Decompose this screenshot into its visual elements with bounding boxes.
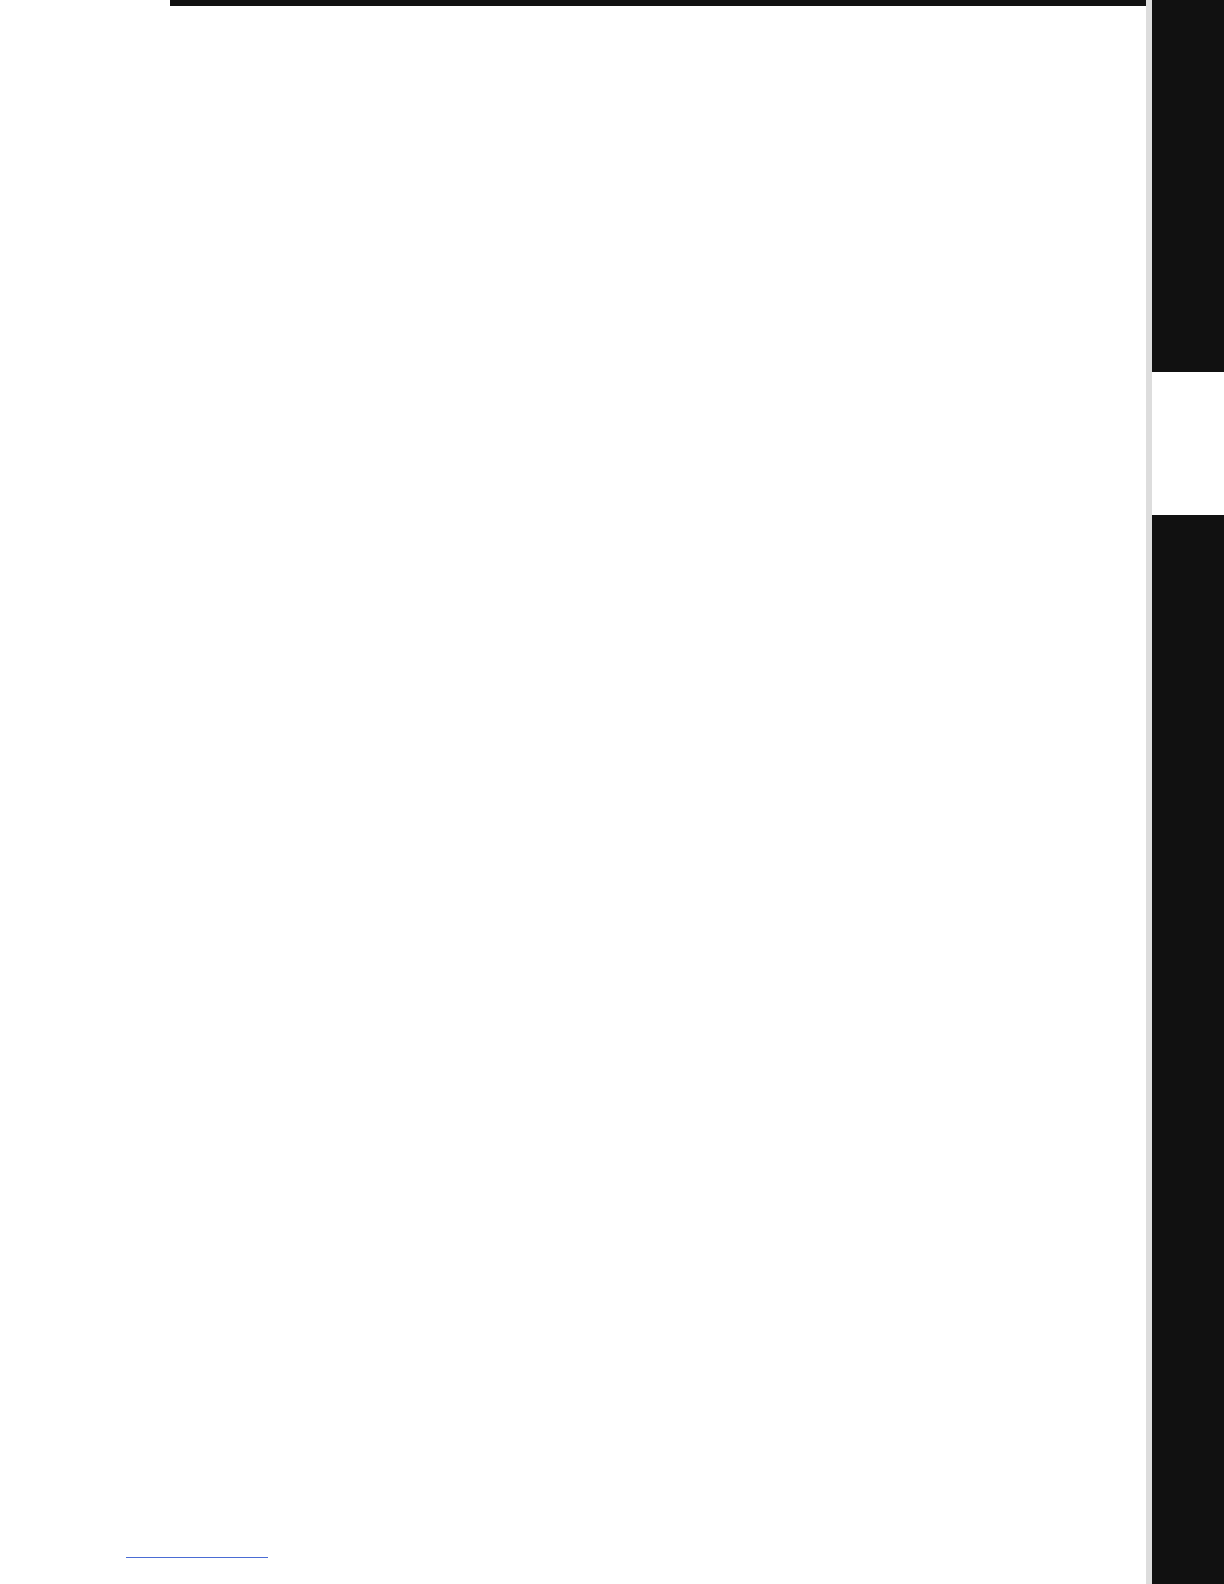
bottom-rule — [126, 1557, 268, 1558]
